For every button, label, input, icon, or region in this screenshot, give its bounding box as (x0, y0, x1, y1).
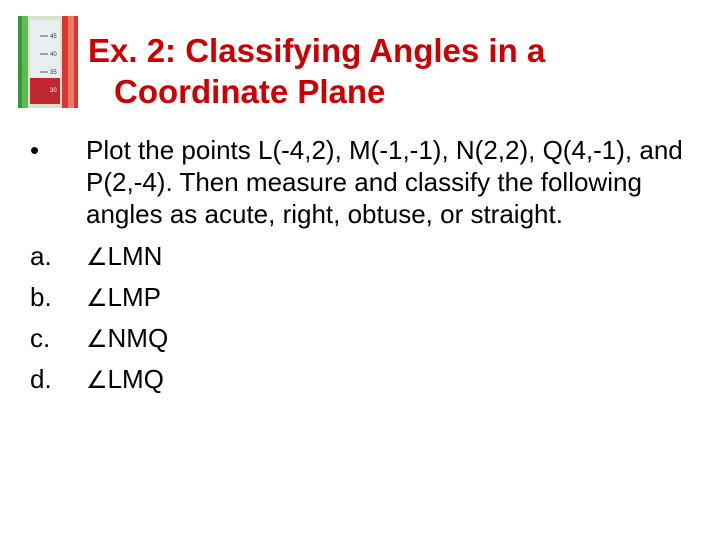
list-item-c (30, 322, 690, 355)
beaker-logo-icon (18, 16, 78, 108)
list-item-content (86, 240, 690, 273)
bullet-marker: • (30, 135, 40, 165)
list-marker: d. (30, 364, 52, 394)
angle-label: LMN (107, 241, 163, 271)
list-item-a (30, 240, 690, 273)
angle-icon: ∠ (86, 366, 108, 394)
logo-scale-label: 40 (50, 52, 57, 58)
slide-title (88, 30, 688, 112)
list-item-content (86, 363, 690, 396)
angle-icon: ∠ (86, 325, 108, 353)
intro-bullet (30, 134, 690, 230)
list-item-b (30, 281, 690, 314)
angle-icon: ∠ (86, 243, 108, 271)
intro-text: Plot the points L(-4,2), M(-1,-1), N(2,2), Q(4,-1), and P(2,-4). Then measure and classify the following angles as acute, right, obtuse, or straight. (86, 135, 683, 229)
list-marker: a. (30, 241, 52, 271)
angle-icon: ∠ (86, 284, 108, 312)
list-item-content (86, 281, 690, 314)
angle-label: NMQ (107, 323, 169, 353)
slide-body (30, 134, 690, 404)
logo-scale-label: 45 (50, 34, 57, 40)
beaker-logo-graphic (18, 16, 78, 108)
slide-title-line2: Coordinate Plane (114, 73, 386, 110)
list-item-content (86, 322, 690, 355)
slide-title-line1: Ex. 2: Classifying Angles in a (88, 32, 546, 69)
list-item-d (30, 363, 690, 396)
angle-label: LMQ (107, 364, 164, 394)
logo-scale-label: 35 (50, 70, 57, 76)
list-marker: c. (30, 323, 51, 353)
list-marker: b. (30, 282, 52, 312)
logo-scale-label: 30 (50, 88, 57, 94)
angle-label: LMP (107, 282, 161, 312)
